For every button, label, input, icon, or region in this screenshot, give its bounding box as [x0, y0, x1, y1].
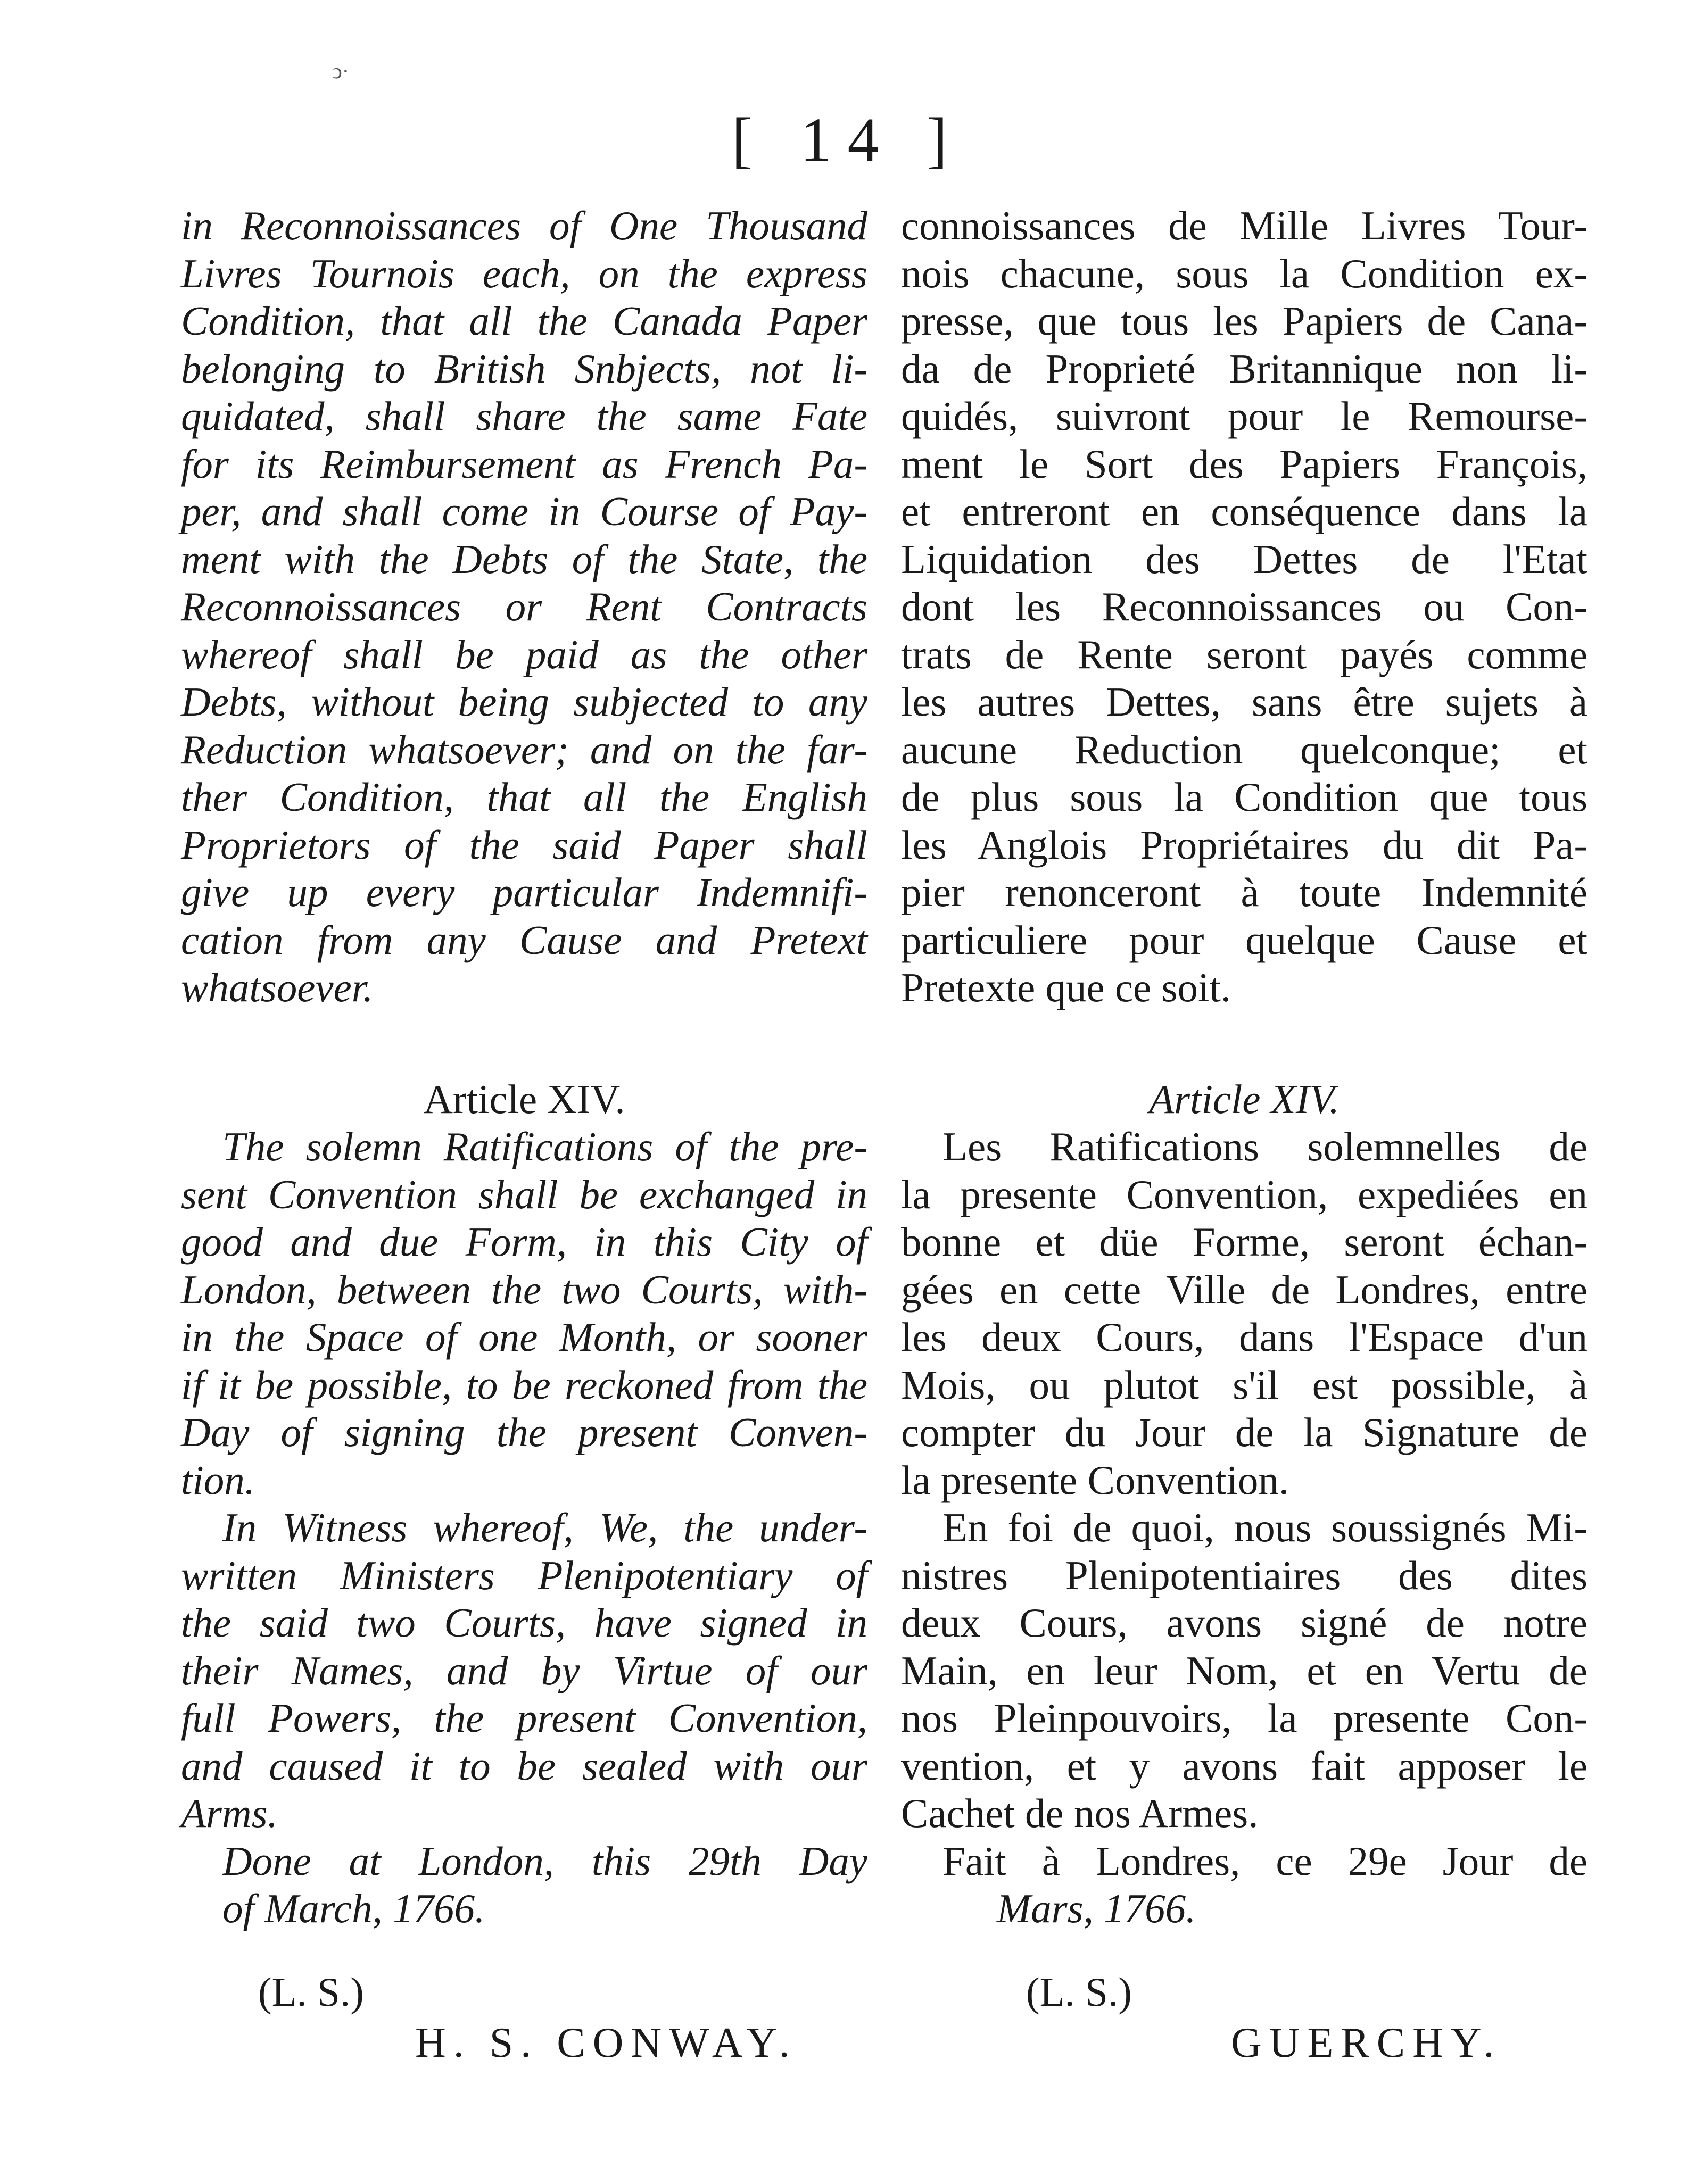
- text-line: Done at London, this 29th Day: [222, 1838, 867, 1884]
- text-line: ther Condition, that all the English: [181, 774, 867, 820]
- article-body: [181, 1123, 867, 1504]
- text-line: ment with the Debts of the State, the: [181, 536, 867, 582]
- witness-clause: [901, 1504, 1587, 1838]
- text-line: tion.: [181, 1457, 255, 1503]
- text-line: Livres Tournois each, on the express: [181, 250, 867, 296]
- text-line: trats de Rente seront payés comme: [901, 631, 1587, 677]
- done-clause: [901, 1838, 1587, 1933]
- text-line: presse, que tous les Papiers de Cana-: [901, 298, 1587, 344]
- text-line: in Reconnoissances of One Thousand: [181, 203, 867, 248]
- text-line: give up every particular Indemnifi-: [181, 869, 867, 915]
- text-line: belonging to British Snbjects, not li-: [181, 345, 867, 392]
- text-line: les autres Dettes, sans être sujets à: [901, 679, 1587, 725]
- text-line: of March, 1766.: [222, 1886, 485, 1931]
- text-line: Condition, that all the Canada Paper: [181, 298, 867, 344]
- text-line: aucune Reduction quelconque; et: [901, 726, 1587, 773]
- text-line: whereof shall be paid as the other: [181, 631, 867, 677]
- text-line: particuliere pour quelque Cause et: [901, 917, 1587, 963]
- text-line: Reduction whatsoever; and on the far-: [181, 726, 867, 773]
- text-line: Day of signing the present Conven-: [181, 1409, 867, 1455]
- text-line: nois chacune, sous la Condition ex-: [901, 250, 1587, 296]
- text-line: In Witness whereof, We, the under-: [222, 1505, 867, 1550]
- text-line: Mois, ou plutot s'il est possible, à: [901, 1361, 1587, 1408]
- text-line: per, and shall come in Course of Pay-: [181, 488, 867, 534]
- text-line: da de Proprieté Britannique non li-: [901, 345, 1587, 392]
- text-line: London, between the two Courts, with-: [181, 1266, 867, 1313]
- text-line: The solemn Ratifications of the pre-: [222, 1124, 867, 1169]
- text-line: dont les Reconnoissances ou Con-: [901, 584, 1587, 629]
- text-line: pier renonceront à toute Indemnité: [901, 869, 1587, 915]
- text-line: Main, en leur Nom, et en Vertu de: [901, 1647, 1587, 1693]
- text-line: full Powers, the present Convention,: [181, 1695, 867, 1741]
- text-line: compter du Jour de la Signature de: [901, 1409, 1587, 1455]
- french-signature-block: [901, 1969, 1587, 2075]
- article-title: Article XIV.: [1149, 1076, 1340, 1122]
- text-line: in the Space of one Month, or sooner: [181, 1314, 867, 1360]
- english-signature-block: [181, 1969, 867, 2075]
- text-line: quidated, shall share the same Fate: [181, 393, 867, 439]
- english-column: [181, 202, 867, 1933]
- seal-mark: (L. S.): [1026, 1969, 1132, 2015]
- text-line: if it be possible, to be reckoned from the: [181, 1361, 867, 1408]
- text-line: sent Convention shall be exchanged in: [181, 1171, 867, 1217]
- french-continuation: [901, 202, 1587, 1012]
- text-line: good and due Form, in this City of: [181, 1219, 867, 1265]
- witness-clause: [181, 1504, 867, 1838]
- text-line: En foi de quoi, nous soussignés Mi-: [942, 1505, 1587, 1550]
- article-body: [901, 1123, 1587, 1504]
- text-line: Liquidation des Dettes de l'Etat: [901, 536, 1587, 582]
- text-line: Reconnoissances or Rent Contracts: [181, 584, 867, 629]
- text-line: nos Pleinpouvoirs, la presente Con-: [901, 1695, 1587, 1741]
- text-line: Proprietors of the said Paper shall: [181, 821, 867, 868]
- text-line: Pretexte que ce soit.: [901, 965, 1231, 1010]
- french-column: [901, 202, 1587, 1933]
- text-line: written Ministers Plenipotentiary of: [181, 1552, 867, 1598]
- text-line: quidés, suivront pour le Remourse-: [901, 393, 1587, 439]
- text-line: Debts, without being subjected to any: [181, 679, 867, 725]
- text-line: deux Cours, avons signé de notre: [901, 1600, 1587, 1646]
- text-line: ment le Sort des Papiers François,: [901, 441, 1587, 487]
- text-line: les Anglois Propriétaires du dit Pa-: [901, 821, 1587, 868]
- text-line: bonne et düe Forme, seront échan-: [901, 1219, 1587, 1265]
- text-line: Cachet de nos Armes.: [901, 1790, 1259, 1836]
- text-line: de plus sous la Condition que tous: [901, 774, 1587, 820]
- article-title: Article XIV.: [423, 1076, 625, 1122]
- signer-name: H. S. CONWAY.: [415, 2020, 797, 2066]
- signer-name: GUERCHY.: [1231, 2020, 1502, 2066]
- text-line: the said two Courts, have signed in: [181, 1600, 867, 1646]
- text-line: les deux Cours, dans l'Espace d'un: [901, 1314, 1587, 1360]
- page-number: [ 14 ]: [731, 105, 964, 175]
- text-line: nistres Plenipotentiaires des dites: [901, 1552, 1587, 1598]
- text-line: cation from any Cause and Pretext: [181, 917, 867, 963]
- text-line: gées en cette Ville de Londres, entre: [901, 1266, 1587, 1313]
- text-line: whatsoever.: [181, 965, 374, 1010]
- text-line: connoissances de Mille Livres Tour-: [901, 203, 1587, 248]
- text-line: Mars, 1766.: [997, 1886, 1196, 1931]
- ornament-mark: ↄ·: [333, 59, 350, 83]
- text-line: Fait à Londres, ce 29e Jour de: [942, 1838, 1587, 1884]
- text-line: Arms.: [181, 1790, 278, 1836]
- text-line: for its Reimbursement as French Pa-: [181, 441, 867, 487]
- english-continuation: [181, 202, 867, 1012]
- text-line: and caused it to be sealed with our: [181, 1742, 867, 1789]
- text-line: la presente Convention, expediées en: [901, 1171, 1587, 1217]
- seal-mark: (L. S.): [258, 1969, 364, 2015]
- text-line: their Names, and by Virtue of our: [181, 1647, 867, 1693]
- text-line: vention, et y avons fait apposer le: [901, 1742, 1587, 1789]
- text-line: la presente Convention.: [901, 1457, 1289, 1503]
- text-line: et entreront en conséquence dans la: [901, 488, 1587, 534]
- done-clause: [181, 1838, 867, 1933]
- text-line: Les Ratifications solemnelles de: [942, 1124, 1587, 1169]
